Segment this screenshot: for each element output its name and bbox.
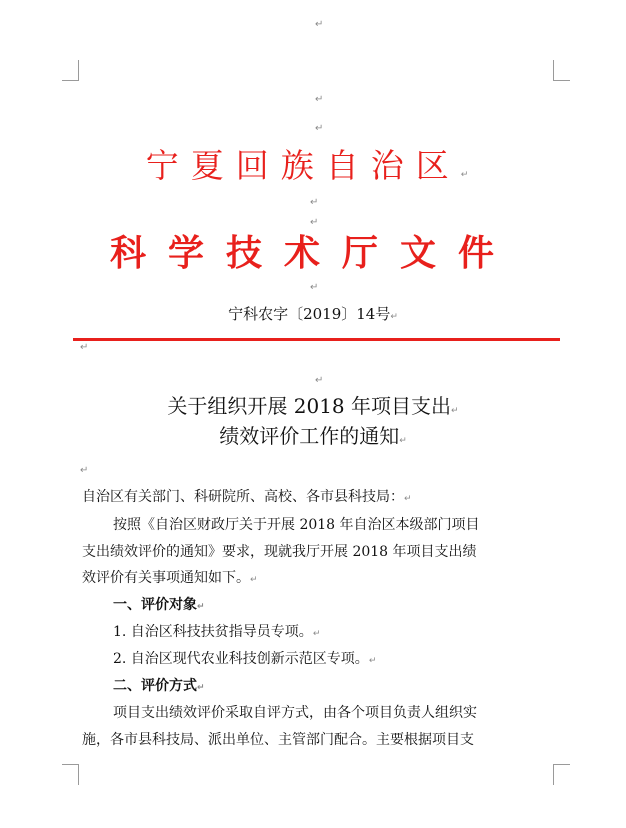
method-paragraph-line-1: 项目支出绩效评价采取自评方式，由各个项目负责人组织实 xyxy=(113,705,477,721)
document-number: 宁科农字〔2019〕14号↵ xyxy=(228,305,398,323)
paragraph-mark: ↵ xyxy=(315,375,324,386)
recipients-line: 自治区有关部门、科研院所、高校、各市县科技局：↵ xyxy=(82,489,412,505)
crop-mark-top-right xyxy=(553,60,570,81)
paragraph-mark: ↵ xyxy=(315,94,324,105)
paragraph-mark: ↵ xyxy=(80,465,89,476)
paragraph-mark: ↵ xyxy=(310,282,319,293)
notice-title-line-1: 关于组织开展 2018 年项目支出↵ xyxy=(167,394,459,418)
section-1-heading: 一、评价对象↵ xyxy=(113,597,205,613)
crop-mark-top-left xyxy=(62,60,79,81)
paragraph-mark: ↵ xyxy=(310,217,319,228)
paragraph-mark: ↵ xyxy=(80,342,89,353)
crop-mark-bottom-right xyxy=(553,764,570,785)
method-paragraph-line-2: 施，各市县科技局、派出单位、主管部门配合。主要根据项目支 xyxy=(82,732,474,748)
notice-title-line-2: 绩效评价工作的通知↵ xyxy=(219,424,407,448)
document-type-heading: 科学技术厅文件 xyxy=(109,233,516,274)
list-item: 2. 自治区现代农业科技创新示范区专项。↵ xyxy=(113,651,377,667)
red-separator-line xyxy=(73,338,560,341)
intro-paragraph-line-3: 效评价有关事项通知如下。↵ xyxy=(82,570,258,586)
intro-paragraph-line-1: 按照《自治区财政厅关于开展 2018 年自治区本级部门项目 xyxy=(113,517,480,533)
issuer-name: 宁夏回族自治区↵ xyxy=(145,146,481,185)
paragraph-mark: ↵ xyxy=(310,197,319,208)
paragraph-mark: ↵ xyxy=(315,123,324,134)
intro-paragraph-line-2: 支出绩效评价的通知》要求，现就我厅开展 2018 年项目支出绩 xyxy=(82,544,477,560)
crop-mark-bottom-left xyxy=(62,764,79,785)
section-2-heading: 二、评价方式↵ xyxy=(113,678,205,694)
paragraph-mark: ↵ xyxy=(315,19,324,30)
list-item: 1. 自治区科技扶贫指导员专项。↵ xyxy=(113,624,321,640)
